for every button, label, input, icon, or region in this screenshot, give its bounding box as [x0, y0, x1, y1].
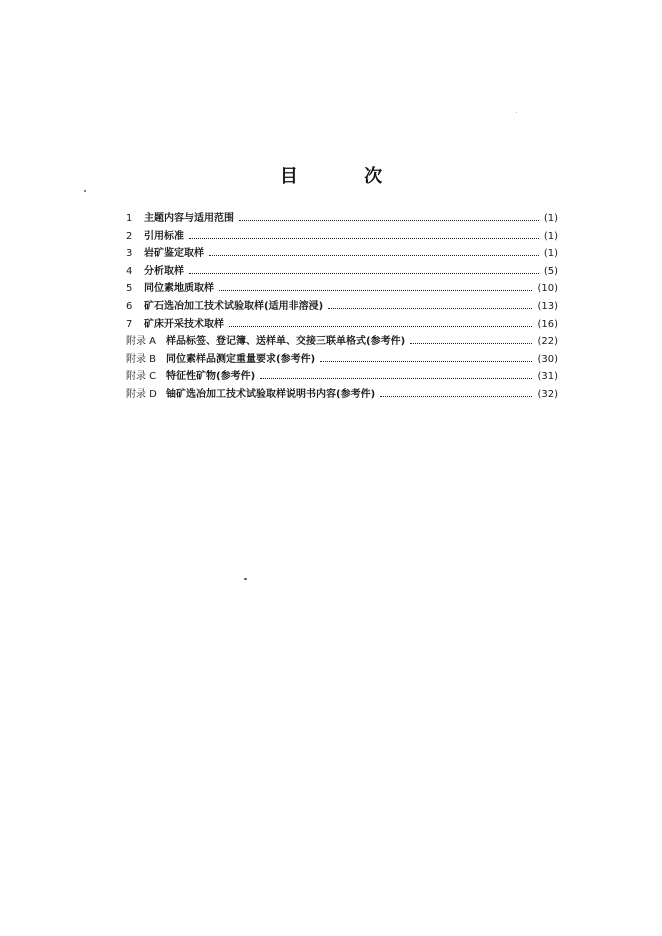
dot-leader	[328, 308, 532, 309]
dot-leader	[189, 238, 539, 239]
toc-entry	[126, 245, 558, 263]
toc-entry-number: 2	[126, 230, 133, 242]
toc-entry-number: 附录 D	[126, 388, 157, 400]
toc-title: 目 次	[279, 166, 413, 187]
dot-leader	[410, 343, 532, 344]
toc-entry-title: 分析取样	[144, 265, 184, 277]
toc-entry-number: 附录 A	[126, 336, 157, 348]
dot-leader	[189, 273, 539, 274]
dot-leader	[229, 326, 532, 327]
toc-entry-page: (13)	[537, 300, 558, 312]
toc-entry-page: (1)	[543, 248, 558, 260]
toc-entry-title: 特征性矿物(参考件)	[166, 371, 256, 383]
toc-entry-title: 矿石选冶加工技术试验取样(适用非溶浸)	[144, 300, 324, 312]
toc-entry	[126, 298, 558, 316]
toc-entry-appendix	[126, 368, 558, 386]
toc-entry	[126, 263, 558, 281]
toc-entry-title: 同位素样品测定重量要求(参考件)	[166, 353, 316, 365]
toc-entry-number: 3	[126, 248, 133, 260]
toc-entry-title: 同位素地质取样	[144, 283, 214, 295]
dot-leader	[380, 396, 532, 397]
toc-entry-number: 5	[126, 283, 133, 295]
toc-entry-number: 6	[126, 300, 133, 312]
dot-leader	[320, 361, 532, 362]
toc-entry-page: (31)	[537, 371, 558, 383]
toc-entry-title: 矿床开采技术取样	[144, 318, 224, 330]
toc-entry-number: 附录 B	[126, 353, 157, 365]
toc-entry-page: (32)	[537, 388, 558, 400]
toc-entry	[126, 316, 558, 334]
toc-entry-appendix	[126, 333, 558, 351]
toc-entry-page: (22)	[537, 336, 558, 348]
toc-entry-page: (5)	[543, 265, 558, 277]
toc-entry-title: 主题内容与适用范围	[144, 213, 234, 224]
toc-entry-number: 附录 C	[126, 371, 157, 383]
toc-entry-page: (10)	[537, 283, 558, 295]
scan-speck	[244, 578, 247, 580]
toc-entry-number: 7	[126, 318, 133, 330]
dot-leader	[219, 290, 532, 291]
toc-entry	[126, 280, 558, 298]
dot-leader	[260, 378, 532, 379]
toc-entry-number: 1	[126, 213, 133, 224]
dot-leader	[239, 220, 539, 221]
toc-entry-title: 样品标签、登记簿、送样单、交接三联单格式(参考件)	[166, 336, 406, 348]
toc-entry-title: 引用标准	[144, 230, 184, 242]
toc-entry	[126, 228, 558, 246]
dot-leader	[209, 255, 539, 256]
toc-entry-appendix	[126, 386, 558, 404]
toc-entry-number: 4	[126, 265, 133, 277]
toc-entry-appendix	[126, 351, 558, 369]
scan-speck	[84, 190, 86, 192]
table-of-contents	[126, 210, 558, 404]
toc-entry-title: 岩矿鉴定取样	[144, 248, 204, 260]
toc-entry	[126, 210, 558, 228]
toc-entry-page: (16)	[537, 318, 558, 330]
scan-speck	[516, 112, 517, 113]
toc-entry-title: 铀矿选冶加工技术试验取样说明书内容(参考件)	[166, 388, 376, 400]
toc-entry-page: (30)	[537, 353, 558, 365]
toc-entry-page: (1)	[543, 230, 558, 242]
toc-entry-page: (1)	[543, 213, 558, 224]
